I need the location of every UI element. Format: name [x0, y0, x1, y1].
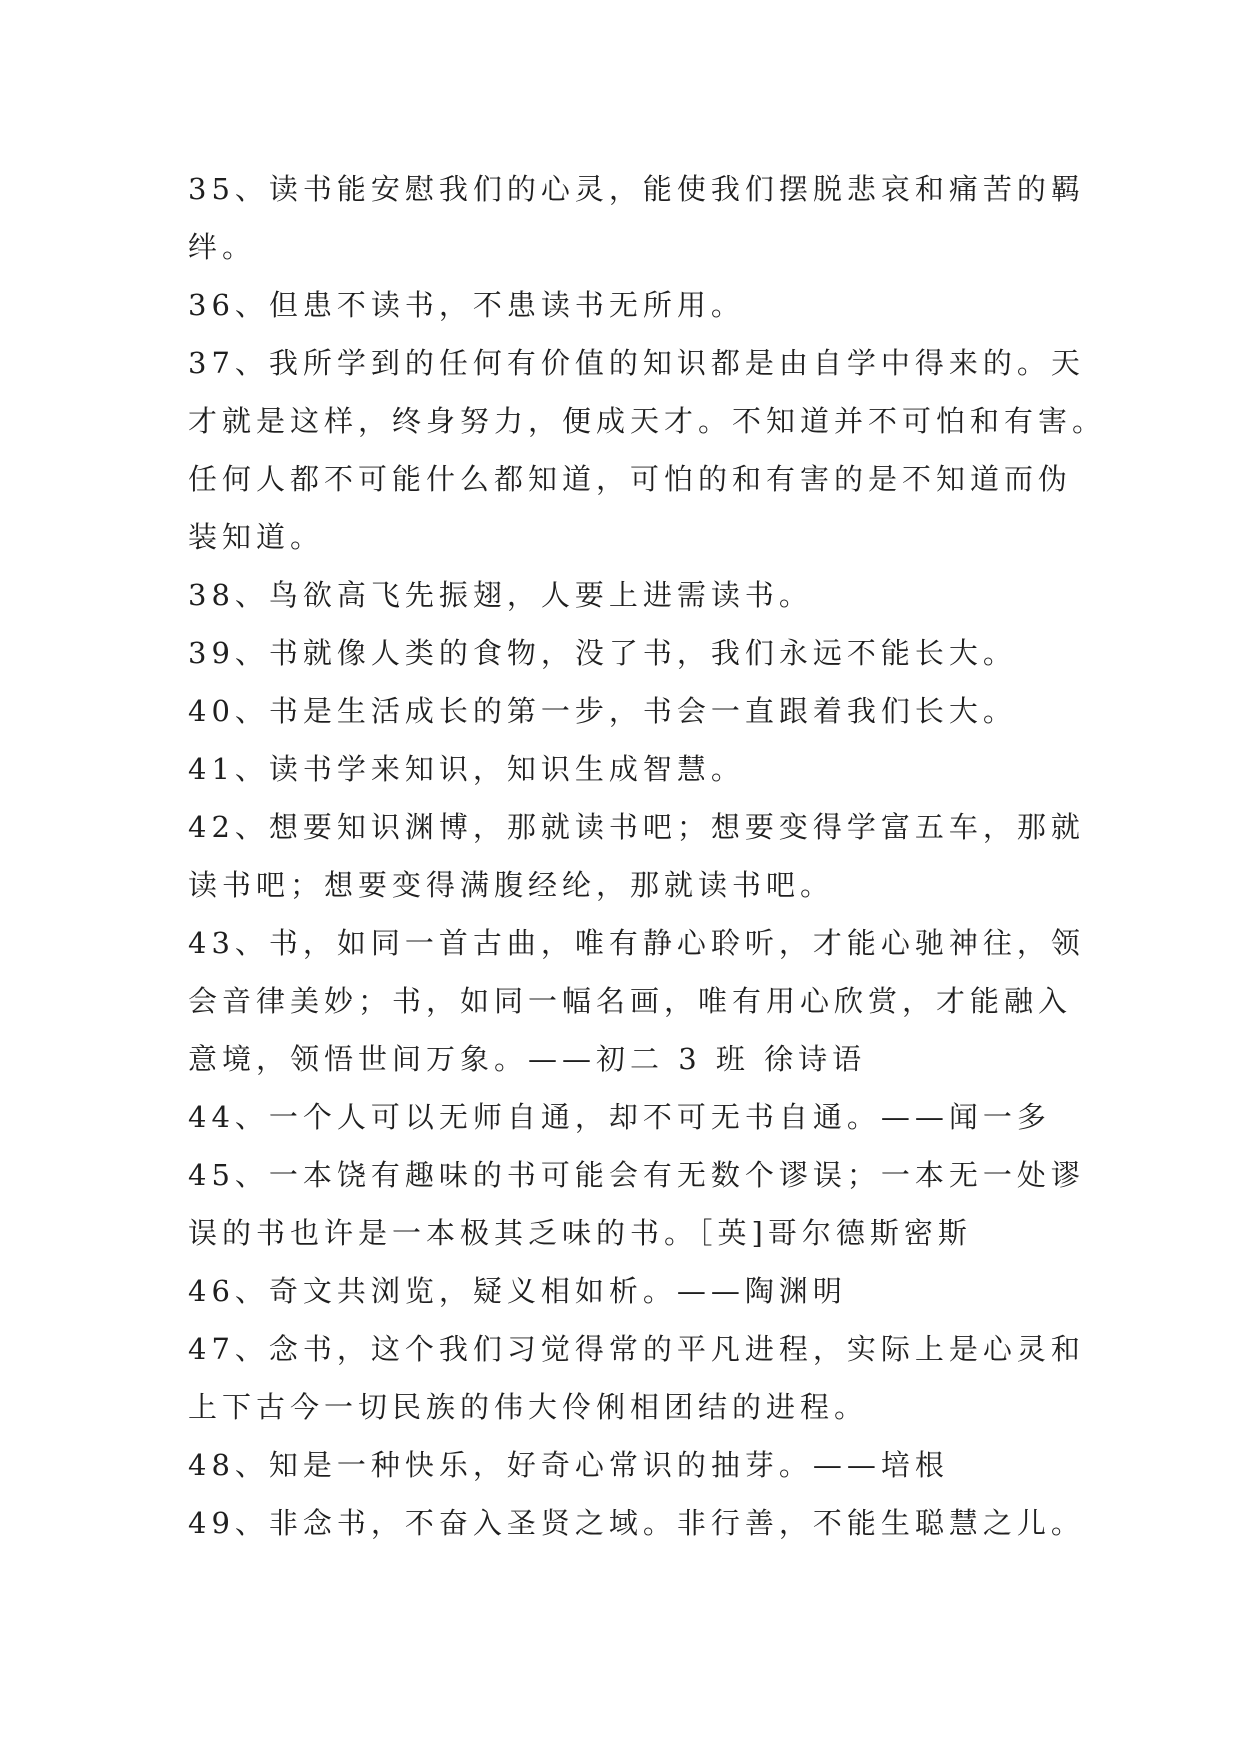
text-line: 任何人都不可能什么都知道，可怕的和有害的是不知道而伪 [188, 462, 1073, 496]
text-line: 36、但患不读书，不患读书无所用。 [188, 288, 745, 322]
text-line: 47、念书，这个我们习觉得常的平凡进程，实际上是心灵和 [188, 1332, 1085, 1366]
text-line: 43、书，如同一首古曲，唯有静心聆听，才能心驰神往，领 [188, 926, 1085, 960]
document-body [188, 160, 1107, 1552]
text-line: 49、非念书，不奋入圣贤之域。非行善，不能生聪慧之儿。 [188, 1506, 1085, 1540]
text-line: 38、鸟欲高飞先振翅，人要上进需读书。 [188, 578, 813, 612]
text-line: 39、书就像人类的食物，没了书，我们永远不能长大。 [188, 636, 1017, 670]
text-line: 读书吧；想要变得满腹经纶，那就读书吧。 [188, 868, 835, 902]
text-line: 才就是这样，终身努力，便成天才。不知道并不可怕和有害。 [188, 404, 1107, 438]
text-line: 装知道。 [188, 520, 325, 554]
text-line: 48、知是一种快乐，好奇心常识的抽芽。——培根 [188, 1448, 949, 1482]
text-line: 误的书也许是一本极其乏味的书。［英]哥尔德斯密斯 [188, 1216, 972, 1250]
text-line: 45、一本饶有趣味的书可能会有无数个谬误；一本无一处谬 [188, 1158, 1085, 1192]
text-line: 会音律美妙；书，如同一幅名画，唯有用心欣赏，才能融入 [188, 984, 1073, 1018]
text-line: 41、读书学来知识，知识生成智慧。 [188, 752, 745, 786]
text-line: 44、一个人可以无师自通，却不可无书自通。——闻一多 [188, 1100, 1051, 1134]
text-line: 绊。 [188, 230, 257, 264]
text-line: 意境，领悟世间万象。——初二 3 班 徐诗语 [188, 1042, 867, 1076]
text-line: 上下古今一切民族的伟大伶俐相团结的进程。 [188, 1390, 869, 1424]
text-line: 35、读书能安慰我们的心灵，能使我们摆脱悲哀和痛苦的羁 [188, 172, 1085, 206]
text-line: 46、奇文共浏览，疑义相如析。——陶渊明 [188, 1274, 847, 1308]
text-line: 42、想要知识渊博，那就读书吧；想要变得学富五车，那就 [188, 810, 1085, 844]
text-line: 37、我所学到的任何有价值的知识都是由自学中得来的。天 [188, 346, 1085, 380]
text-line: 40、书是生活成长的第一步，书会一直跟着我们长大。 [188, 694, 1017, 728]
